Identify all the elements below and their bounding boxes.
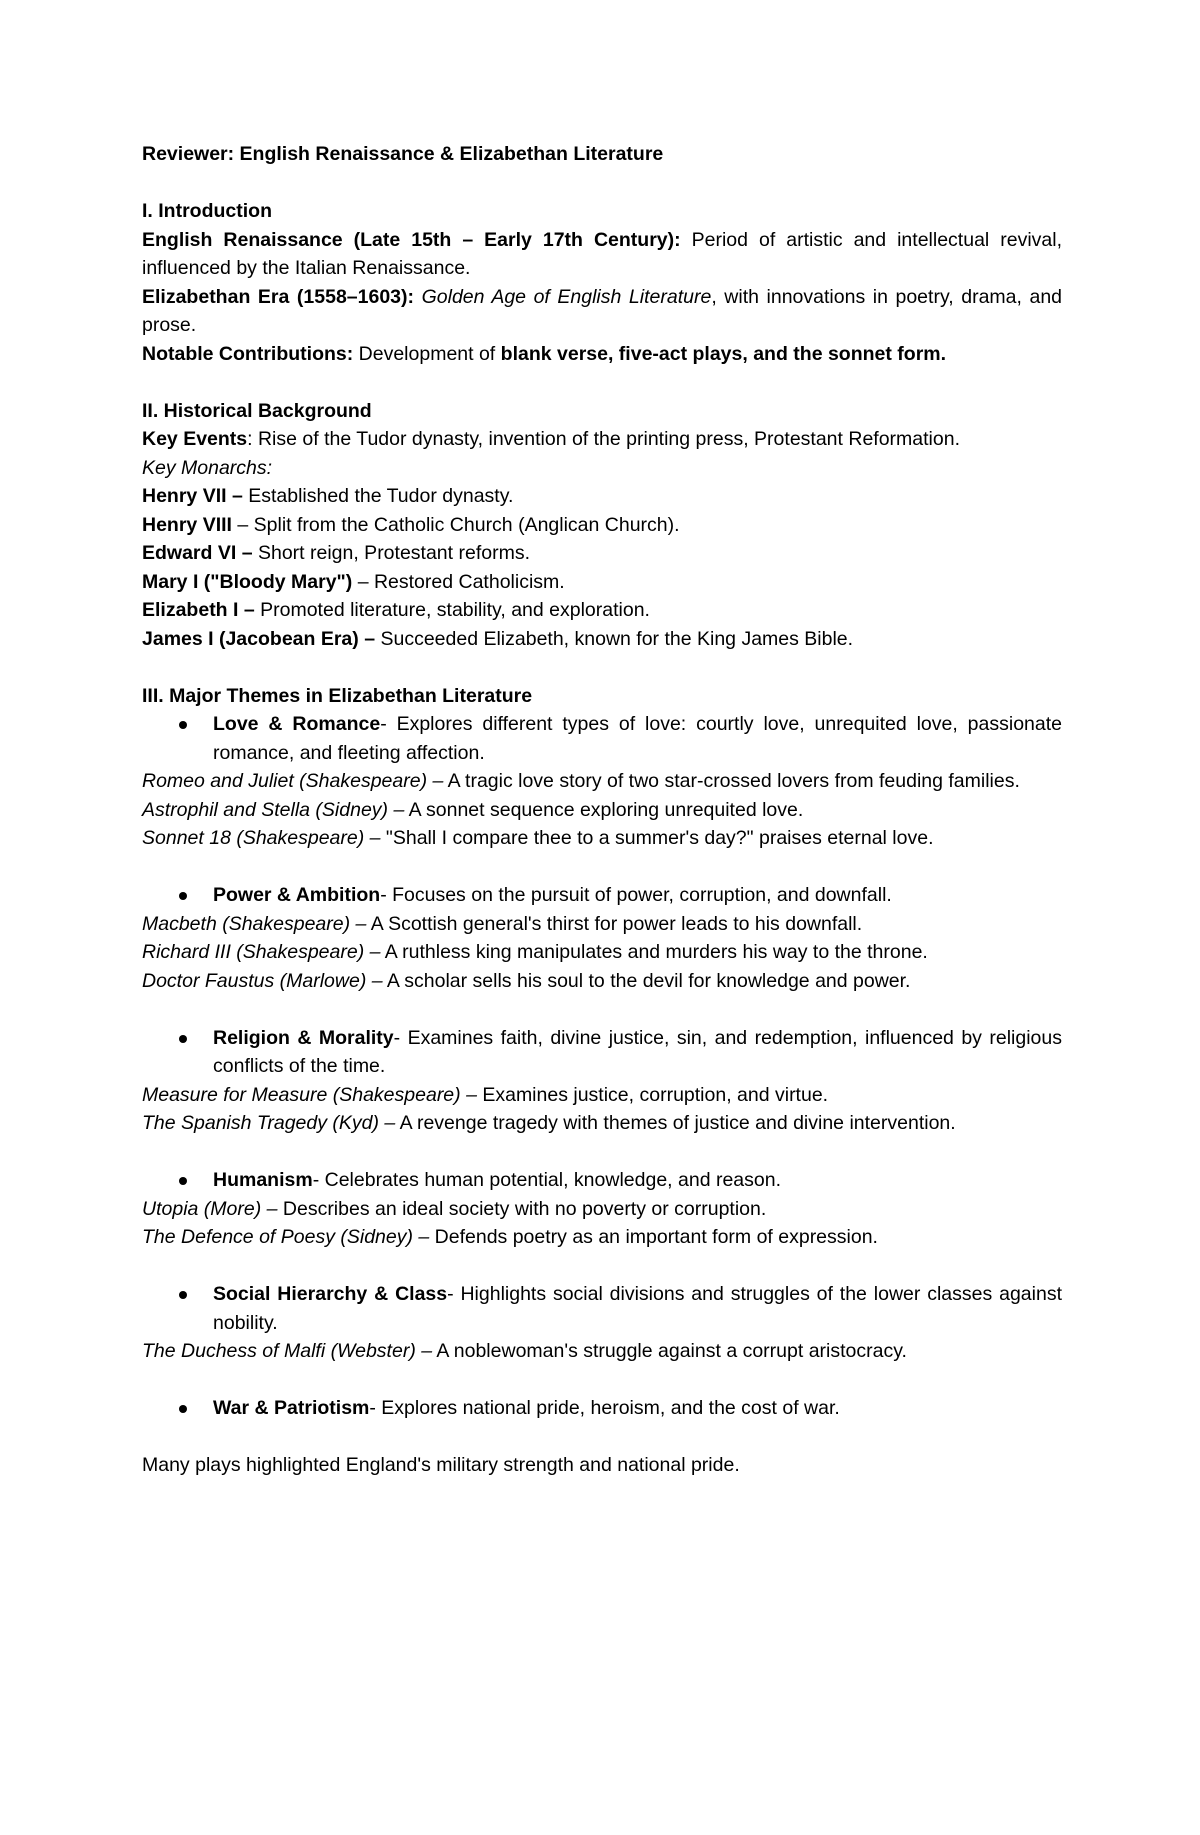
monarch-entry [142,539,1062,568]
monarch-entry [142,625,1062,654]
theme-bullet-humanism [142,1166,1062,1195]
spacer [142,169,1062,198]
spacer [142,368,1062,397]
work-title: Romeo and Juliet (Shakespeare) – [142,770,444,792]
example-entry [142,1109,1062,1138]
work-title: Measure for Measure (Shakespeare) – [142,1083,477,1106]
intro-era-paragraph [142,283,1062,340]
theme-bullet-religion [142,1024,1062,1081]
bullet-icon [179,1291,187,1299]
example-entry [142,767,1062,796]
spacer [142,1366,1062,1395]
monarch-name: Mary I ("Bloody Mary") [142,570,353,593]
example-entry [142,1081,1062,1110]
work-description: A revenge tragedy with themes of justice and divine intervention. [395,1112,956,1134]
example-entry [142,938,1062,967]
title-text: Reviewer: English Renaissance & Elizabethan Literature [142,143,664,165]
intro-contributions-paragraph [142,340,1062,369]
monarch-description: – Split from the Catholic Church (Anglican Church). [231,513,680,536]
work-description: "Shall I compare thee to a summer's day?" praises eternal love. [380,827,934,849]
theme-label: Social Hierarchy & Class [213,1283,448,1305]
work-description: A ruthless king manipulates and murders his way to the throne. [380,941,928,963]
heading-text: II. Historical Background [142,399,372,422]
spacer [142,653,1062,682]
theme-description: - Celebrates human potential, knowledge, and reason. [312,1169,781,1191]
spacer [142,1138,1062,1167]
monarch-name: Edward VI – [142,542,253,564]
subheading-text: Key Monarchs: [142,456,273,479]
monarch-description: Established the Tudor dynasty. [242,485,514,507]
theme-list-social [142,1280,1062,1337]
theme-bullet-power [142,881,1062,910]
term-description: Development of [353,342,501,365]
heading-text: I. Introduction [142,200,272,222]
theme-description: - Focuses on the pursuit of power, corruption, and downfall. [380,884,892,906]
heading-text: III. Major Themes in Elizabethan Literature [142,684,533,707]
work-title: Richard III (Shakespeare) – [142,941,381,963]
theme-list-power [142,881,1062,910]
theme-list-humanism [142,1166,1062,1195]
theme-label: Power & Ambition [213,884,381,906]
spacer [142,853,1062,882]
theme-description: - Explores different types of love: courtly love, unrequited love, passionate romance, and fleeting affection. [213,713,1063,764]
example-entry [142,1337,1062,1366]
monarch-entry [142,596,1062,625]
section-heading-introduction [142,197,1062,226]
work-title: Astrophil and Stella (Sidney) – [142,798,405,821]
closing-paragraph: Many plays highlighted England's military strength and national pride. [142,1454,740,1476]
theme-bullet-love [142,710,1062,767]
work-description: A Scottish general's thirst for power leads to his downfall. [366,912,863,935]
example-entry [142,1195,1062,1224]
theme-list-love [142,710,1062,767]
term-label: English Renaissance (Late 15th – Early 17th Century): [142,228,681,251]
theme-label: War & Patriotism [213,1397,370,1419]
theme-description: - Examines faith, divine justice, sin, and redemption, influenced by religious conflicts of the time. [213,1026,1062,1077]
document-title [142,140,1062,169]
work-description: Describes an ideal society with no poverty or corruption. [277,1197,767,1220]
example-entry [142,824,1062,853]
monarch-name: James I (Jacobean Era) – [142,627,376,650]
bullet-icon [179,1405,187,1413]
monarch-name: Henry VII – [142,485,243,507]
work-title: Macbeth (Shakespeare) – [142,912,367,935]
example-entry [142,796,1062,825]
theme-description: - Highlights social divisions and struggles of the lower classes against nobility. [213,1283,1062,1334]
term-label: Elizabethan Era (1558–1603): [142,285,415,308]
work-title: The Spanish Tragedy (Kyd) – [142,1112,396,1134]
work-description: A tragic love story of two star-crossed lovers from feuding families. [443,770,1020,792]
work-title: Sonnet 18 (Shakespeare) – [142,827,381,849]
monarch-name: Henry VIII [142,513,232,536]
monarch-entry [142,568,1062,597]
work-title: Utopia (More) – [142,1197,278,1220]
monarch-description: Promoted literature, stability, and exploration. [254,599,650,621]
bullet-icon [179,721,187,729]
example-entry [142,967,1062,996]
spacer [142,1423,1062,1452]
work-description: A noblewoman's struggle against a corrupt aristocracy. [432,1340,907,1362]
term-label: Notable Contributions: [142,342,354,365]
theme-list-war [142,1394,1062,1423]
spacer [142,1252,1062,1281]
monarch-description: – Restored Catholicism. [352,570,565,593]
history-key-events [142,425,1062,454]
monarch-description: Short reign, Protestant reforms. [252,542,530,564]
intro-renaissance-paragraph [142,226,1062,283]
theme-label: Religion & Morality [213,1026,394,1049]
term-description: Period of artistic and intellectual revival, influenced by the Italian Renaissance. [142,228,1063,279]
theme-bullet-war [142,1394,1062,1423]
section-heading-themes [142,682,1062,711]
bullet-icon [179,1035,187,1043]
term-description: , with innovations in poetry, drama, and prose. [142,285,1063,336]
theme-bullet-social [142,1280,1062,1337]
work-description: A sonnet sequence exploring unrequited love. [404,798,804,821]
work-description: Examines justice, corruption, and virtue. [476,1083,829,1106]
document-page [142,140,1062,1480]
work-title: The Defence of Poesy (Sidney) – [142,1226,430,1248]
term-emphasis: blank verse, five-act plays, and the sonnet form. [500,342,947,365]
monarch-entry [142,511,1062,540]
theme-list-religion [142,1024,1062,1081]
section-heading-history [142,397,1062,426]
term-emphasis: Golden Age of English Literature [421,285,712,308]
history-monarchs-label [142,454,1062,483]
term-description: : Rise of the Tudor dynasty, invention of the printing press, Protestant Reformation. [247,428,960,450]
work-title: The Duchess of Malfi (Webster) – [142,1340,433,1362]
work-description: A scholar sells his soul to the devil for knowledge and power. [382,969,911,992]
example-entry [142,910,1062,939]
monarch-description: Succeeded Elizabeth, known for the King James Bible. [375,627,854,650]
term-label: Key Events [142,428,248,450]
monarch-entry [142,482,1062,511]
theme-label: Humanism [213,1169,313,1191]
spacer [142,995,1062,1024]
work-title: Doctor Faustus (Marlowe) – [142,969,383,992]
bullet-icon [179,892,187,900]
example-entry [142,1223,1062,1252]
bullet-icon [179,1177,187,1185]
work-description: Defends poetry as an important form of expression. [429,1226,878,1248]
theme-label: Love & Romance [213,713,381,735]
theme-description: - Explores national pride, heroism, and the cost of war. [369,1397,840,1419]
monarch-name: Elizabeth I – [142,599,255,621]
